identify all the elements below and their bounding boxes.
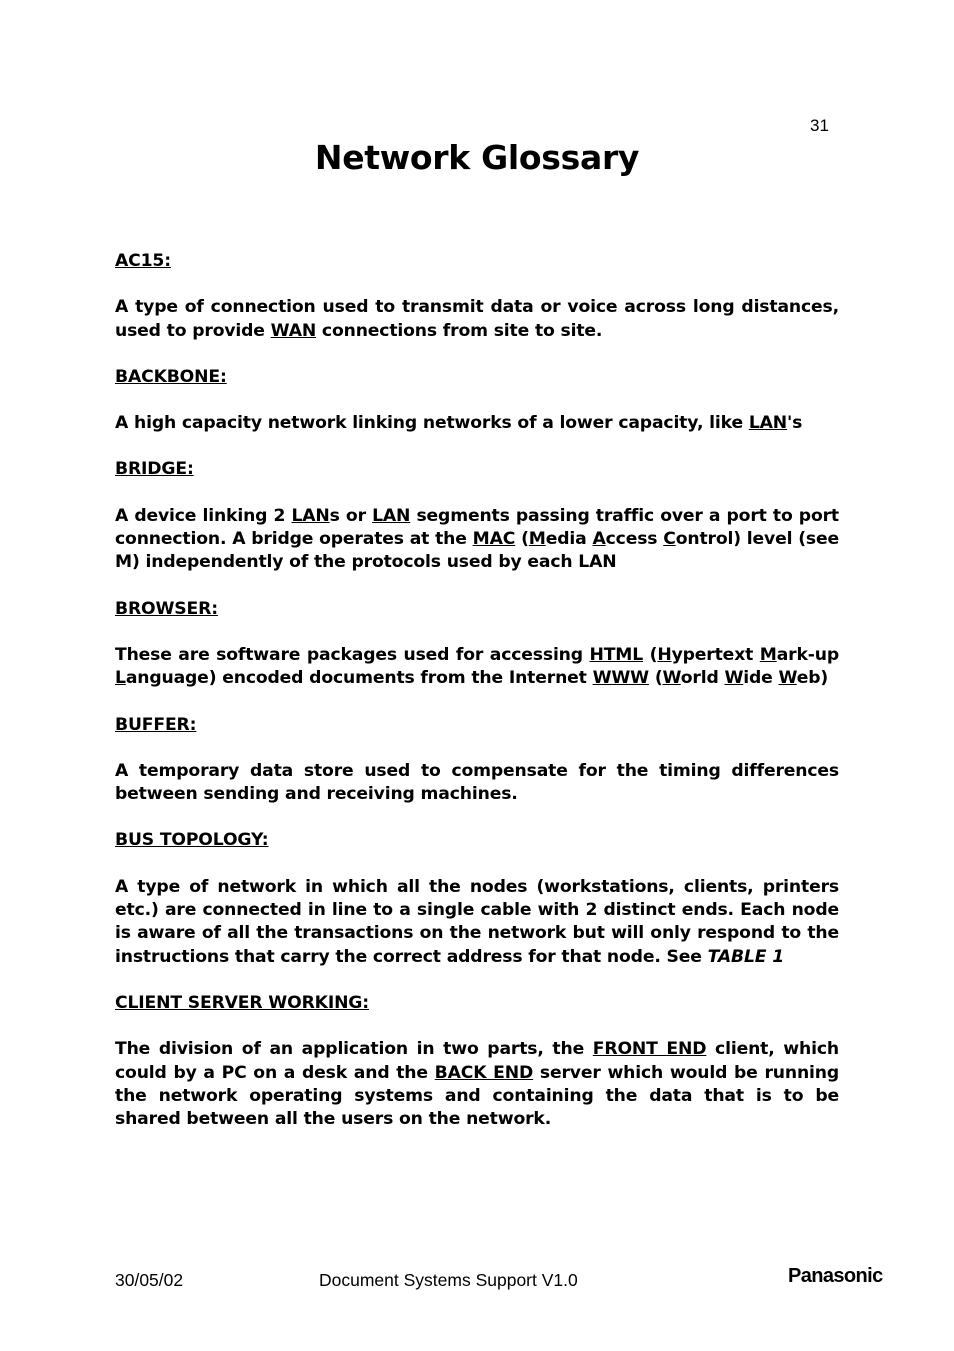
- glossary-definition-bridge: A device linking 2 LANs or LAN segments passing traffic over a port to port connection. A bridge operates at the MAC (Media Access Control) level (see M) independently of the protocols used by each LAN: [115, 505, 840, 573]
- link-html[interactable]: HTML: [589, 644, 644, 665]
- glossary-definition-bus-topology: A type of network in which all the nodes (workstations, clients, printers etc.) are connected in line to a single cable with 2 distinct ends. Each node is aware of all the transactions on the network but will only respond to the instructions that carry the correct address for that node. See TABLE 1: [115, 876, 839, 967]
- link-wan[interactable]: WAN: [270, 320, 317, 341]
- link-mac[interactable]: MAC: [472, 529, 516, 550]
- glossary-definition-browser: These are software packages used for accessing HTML (Hypertext Mark-up Language) encoded documents from the Internet WWW (World Wide Web): [115, 644, 839, 689]
- page-title: Network Glossary: [314, 138, 640, 177]
- footer-date: 30/05/02: [115, 1270, 184, 1290]
- glossary-definition-buffer: A temporary data store used to compensate for the timing differences between sending and receiving machines.: [115, 760, 839, 805]
- link-lan[interactable]: LAN: [291, 505, 330, 526]
- link-front-end[interactable]: FRONT END: [592, 1039, 707, 1060]
- table-reference: TABLE 1: [707, 946, 785, 967]
- glossary-term-bridge: BRIDGE:: [115, 459, 194, 480]
- glossary-definition-client-server-working: The division of an application in two parts, the FRONT END client, which could by a PC on a desk and the BACK END server which would be running the network operating systems and containing the data that is to be shared between all the users on the network.: [115, 1039, 840, 1130]
- glossary-term-browser: BROWSER:: [115, 598, 218, 619]
- glossary-definition-backbone: A high capacity network linking networks of a lower capacity, like LAN's: [115, 413, 803, 434]
- glossary-term-client-server-working: CLIENT SERVER WORKING:: [115, 992, 369, 1013]
- glossary-definition-ac15: A type of connection used to transmit data or voice across long distances, used to provide WAN connections from site to site.: [115, 297, 839, 341]
- link-lan[interactable]: LAN: [372, 505, 411, 526]
- glossary-term-backbone: BACKBONE:: [115, 366, 227, 387]
- footer-document-title: Document Systems Support V1.0: [319, 1270, 578, 1290]
- link-back-end[interactable]: BACK END: [434, 1062, 534, 1083]
- link-www[interactable]: WWW: [592, 668, 649, 689]
- glossary-term-bus-topology: BUS TOPOLOGY:: [115, 830, 269, 851]
- glossary-term-ac15: AC15:: [115, 251, 171, 271]
- glossary-term-buffer: BUFFER:: [115, 714, 197, 735]
- page-number: 31: [810, 116, 829, 135]
- panasonic-logo: Panasonic: [788, 1265, 883, 1287]
- link-lan[interactable]: LAN: [748, 413, 788, 434]
- glossary-content: [115, 250, 839, 1154]
